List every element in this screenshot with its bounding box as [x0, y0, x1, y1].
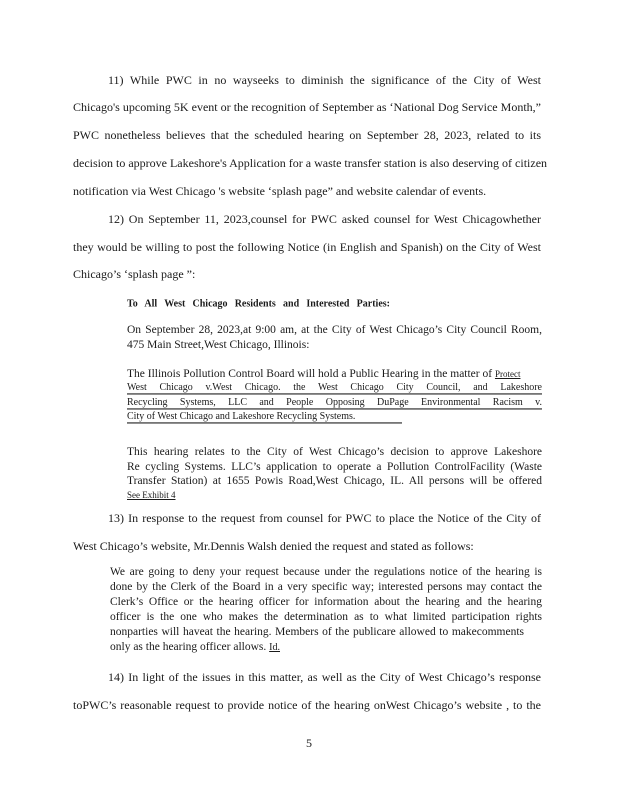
notice-heading: To All West Chicago Residents and Interested Parties:: [127, 297, 390, 310]
paragraph-12-line-2: they would be willing to post the following Notice (in English and Spanish) on the City of West: [73, 240, 541, 254]
notice-relates-line-3: Transfer Station) at 1655 Powis Road,West Chicago, IL. All persons will be offered: [127, 475, 542, 487]
paragraph-11-line-3: PWC nonetheless believes that the scheduled hearing on September 28, 2023, related to its: [73, 128, 541, 142]
page-number: 5: [306, 736, 312, 750]
notice-caption-line-1: West Chicago v.West Chicago. the West Chicago City Council, and Lakeshore: [127, 381, 542, 394]
paragraph-14-line-2: toPWC’s reasonable request to provide notice of the hearing onWest Chicago’s website , to the: [73, 698, 541, 712]
notice-caption-line-2: Recycling Systems, LLC and People Opposing DuPage Environmental Racism v.: [127, 396, 542, 409]
notice-line-1: On September 28, 2023,at 9:00 am, at the City of West Chicago’s City Council Room,: [127, 324, 542, 336]
notice-matter-line: [127, 368, 542, 381]
notice-matter-protect: Protect: [494, 369, 521, 379]
paragraph-14-line-1: 14) In light of the issues in this matter, as well as the City of West Chicago’s response: [108, 670, 541, 684]
paragraph-11-line-5: notification via West Chicago 's website ‘splash page” and website calendar of events.: [73, 184, 487, 198]
paragraph-12-line-3: Chicago’s ‘splash page ”:: [73, 267, 196, 281]
quote-line-6: [110, 641, 542, 654]
see-exhibit-citation: See Exhibit 4: [127, 490, 176, 500]
paragraph-11-line-1: 11) While PWC in no wayseeks to diminish the significance of the City of West: [108, 73, 541, 87]
paragraph-11-line-4: decision to approve Lakeshore's Application for a waste transfer station is also deserving of citizen: [73, 156, 548, 170]
quote-line-4: officer is the one who makes the determination as to what limited participation rights: [110, 611, 542, 623]
notice-caption-line-3: City of West Chicago and Lakeshore Recycling Systems.: [127, 411, 402, 424]
notice-relates-line-4: [127, 489, 542, 502]
notice-relates-line-2: Re cycling Systems. LLC’s application to operate a Pollution ControlFacility (Waste: [127, 461, 542, 473]
id-citation: Id.: [269, 642, 280, 653]
notice-line-2: 475 Main Street,West Chicago, Illinois:: [127, 339, 310, 351]
quote-line-3: Clerk’s Office or the hearing officer for information about the hearing and the hearing: [110, 596, 542, 608]
quote-line-1: We are going to deny your request because under the regulations notice of the hearing is: [110, 566, 542, 578]
paragraph-11-line-2: Chicago's upcoming 5K event or the recognition of September as ‘National Dog Service Month,”: [73, 100, 541, 114]
notice-matter-lead: The Illinois Pollution Control Board will hold a Public Hearing in the matter of: [127, 368, 493, 380]
paragraph-13-line-1: 13) In response to the request from counsel for PWC to place the Notice of the City of: [108, 511, 541, 525]
quote-line-5: nonparties will haveat the hearing. Members of the publicare allowed to makecomments: [110, 626, 524, 638]
notice-relates-line-1: This hearing relates to the City of West Chicago’s decision to approve Lakeshore: [127, 446, 542, 458]
quote-last-text: only as the hearing officer allows.: [110, 641, 267, 653]
paragraph-12-line-1: 12) On September 11, 2023,counsel for PWC asked counsel for West Chicagowhether: [108, 212, 541, 226]
paragraph-13-line-2: West Chicago’s website, Mr.Dennis Walsh denied the request and stated as follows:: [73, 539, 474, 553]
quote-line-2: done by the Clerk of the Board in a very specific way; interested persons may contact the: [110, 581, 542, 593]
